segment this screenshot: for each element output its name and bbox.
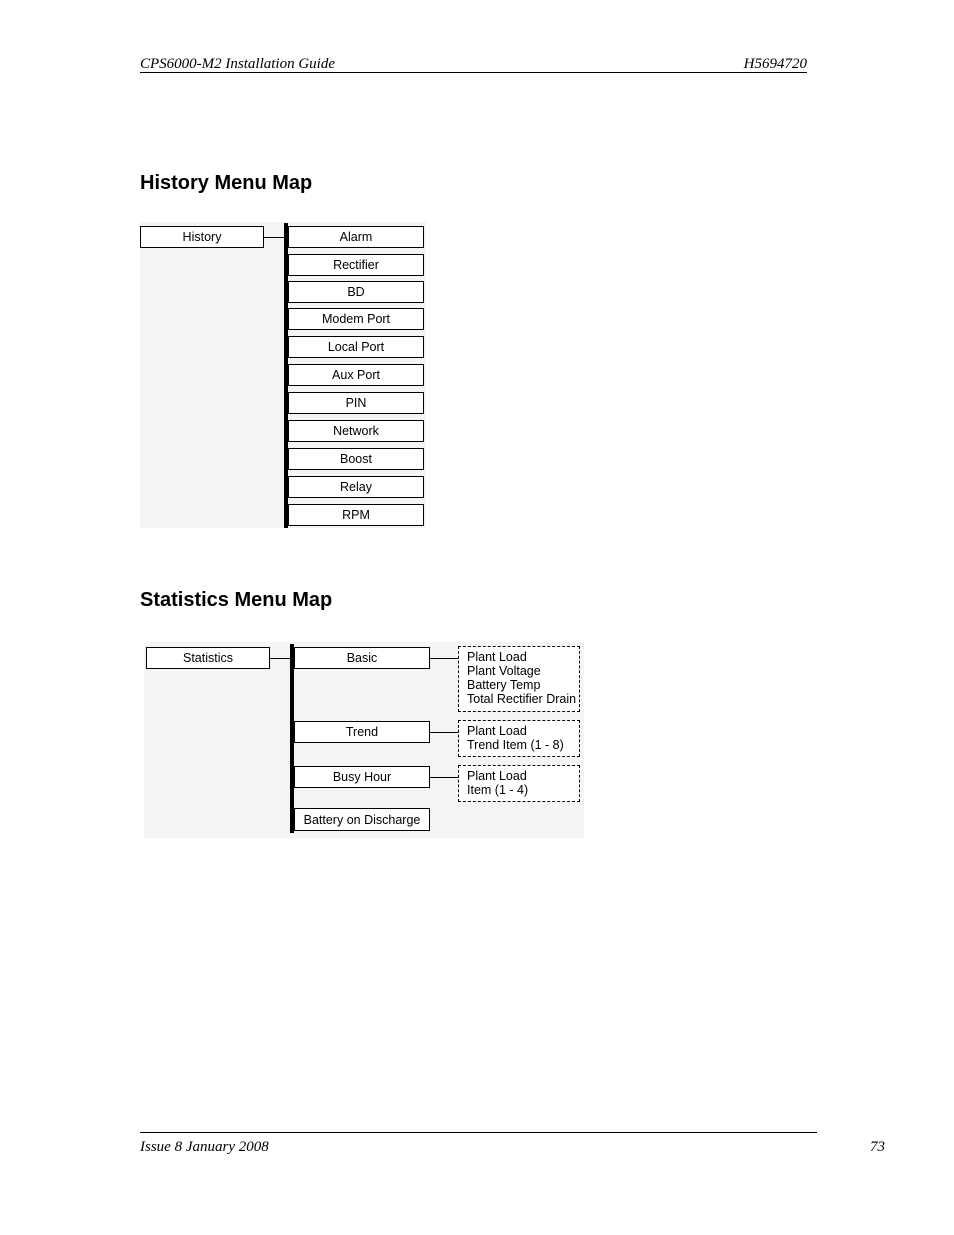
- detail-line: Total Rectifier Drain: [467, 692, 577, 706]
- detail-line: Trend Item (1 - 8): [467, 738, 564, 752]
- header-rule: [140, 72, 807, 73]
- history-item-box: RPM: [288, 504, 424, 526]
- basic-detail-connector: [430, 658, 458, 659]
- detail-line: Item (1 - 4): [467, 783, 529, 797]
- history-item-box: Rectifier: [288, 254, 424, 276]
- history-section-title: History Menu Map: [140, 172, 313, 194]
- history-item-box: Network: [288, 420, 424, 442]
- detail-line: Plant Voltage: [467, 664, 541, 678]
- detail-line: Plant Load: [467, 724, 527, 738]
- trend-details-box: [458, 720, 580, 757]
- statistics-item-basic: Basic: [294, 647, 430, 669]
- history-item-box: Modem Port: [288, 308, 424, 330]
- history-item-box: Alarm: [288, 226, 424, 248]
- history-item-box: Aux Port: [288, 364, 424, 386]
- history-item-box: Boost: [288, 448, 424, 470]
- busy-hour-details-box: [458, 765, 580, 802]
- history-connector: [264, 237, 286, 238]
- statistics-item-busy-hour: Busy Hour: [294, 766, 430, 788]
- statistics-section-title: Statistics Menu Map: [140, 589, 333, 611]
- statistics-item-trend: Trend: [294, 721, 430, 743]
- history-root-box: History: [140, 226, 264, 248]
- history-item-box: Relay: [288, 476, 424, 498]
- detail-line: Battery Temp: [467, 678, 541, 692]
- detail-line: Plant Load: [467, 769, 527, 783]
- statistics-root-box: Statistics: [146, 647, 270, 669]
- header-doc-number: H5694720: [743, 56, 807, 72]
- basic-details-box: [458, 646, 580, 712]
- statistics-item-battery-on-discharge: Battery on Discharge: [294, 808, 430, 831]
- trend-detail-connector: [430, 732, 458, 733]
- footer-rule: [140, 1132, 817, 1133]
- history-item-box: Local Port: [288, 336, 424, 358]
- history-item-box: BD: [288, 281, 424, 303]
- history-item-box: PIN: [288, 392, 424, 414]
- detail-line: Plant Load: [467, 650, 527, 664]
- busy-hour-detail-connector: [430, 777, 458, 778]
- footer-issue-date: Issue 8 January 2008: [140, 1139, 269, 1155]
- footer-page-number: 73: [870, 1139, 885, 1155]
- header-doc-title: CPS6000-M2 Installation Guide: [140, 56, 335, 72]
- statistics-connector: [270, 658, 292, 659]
